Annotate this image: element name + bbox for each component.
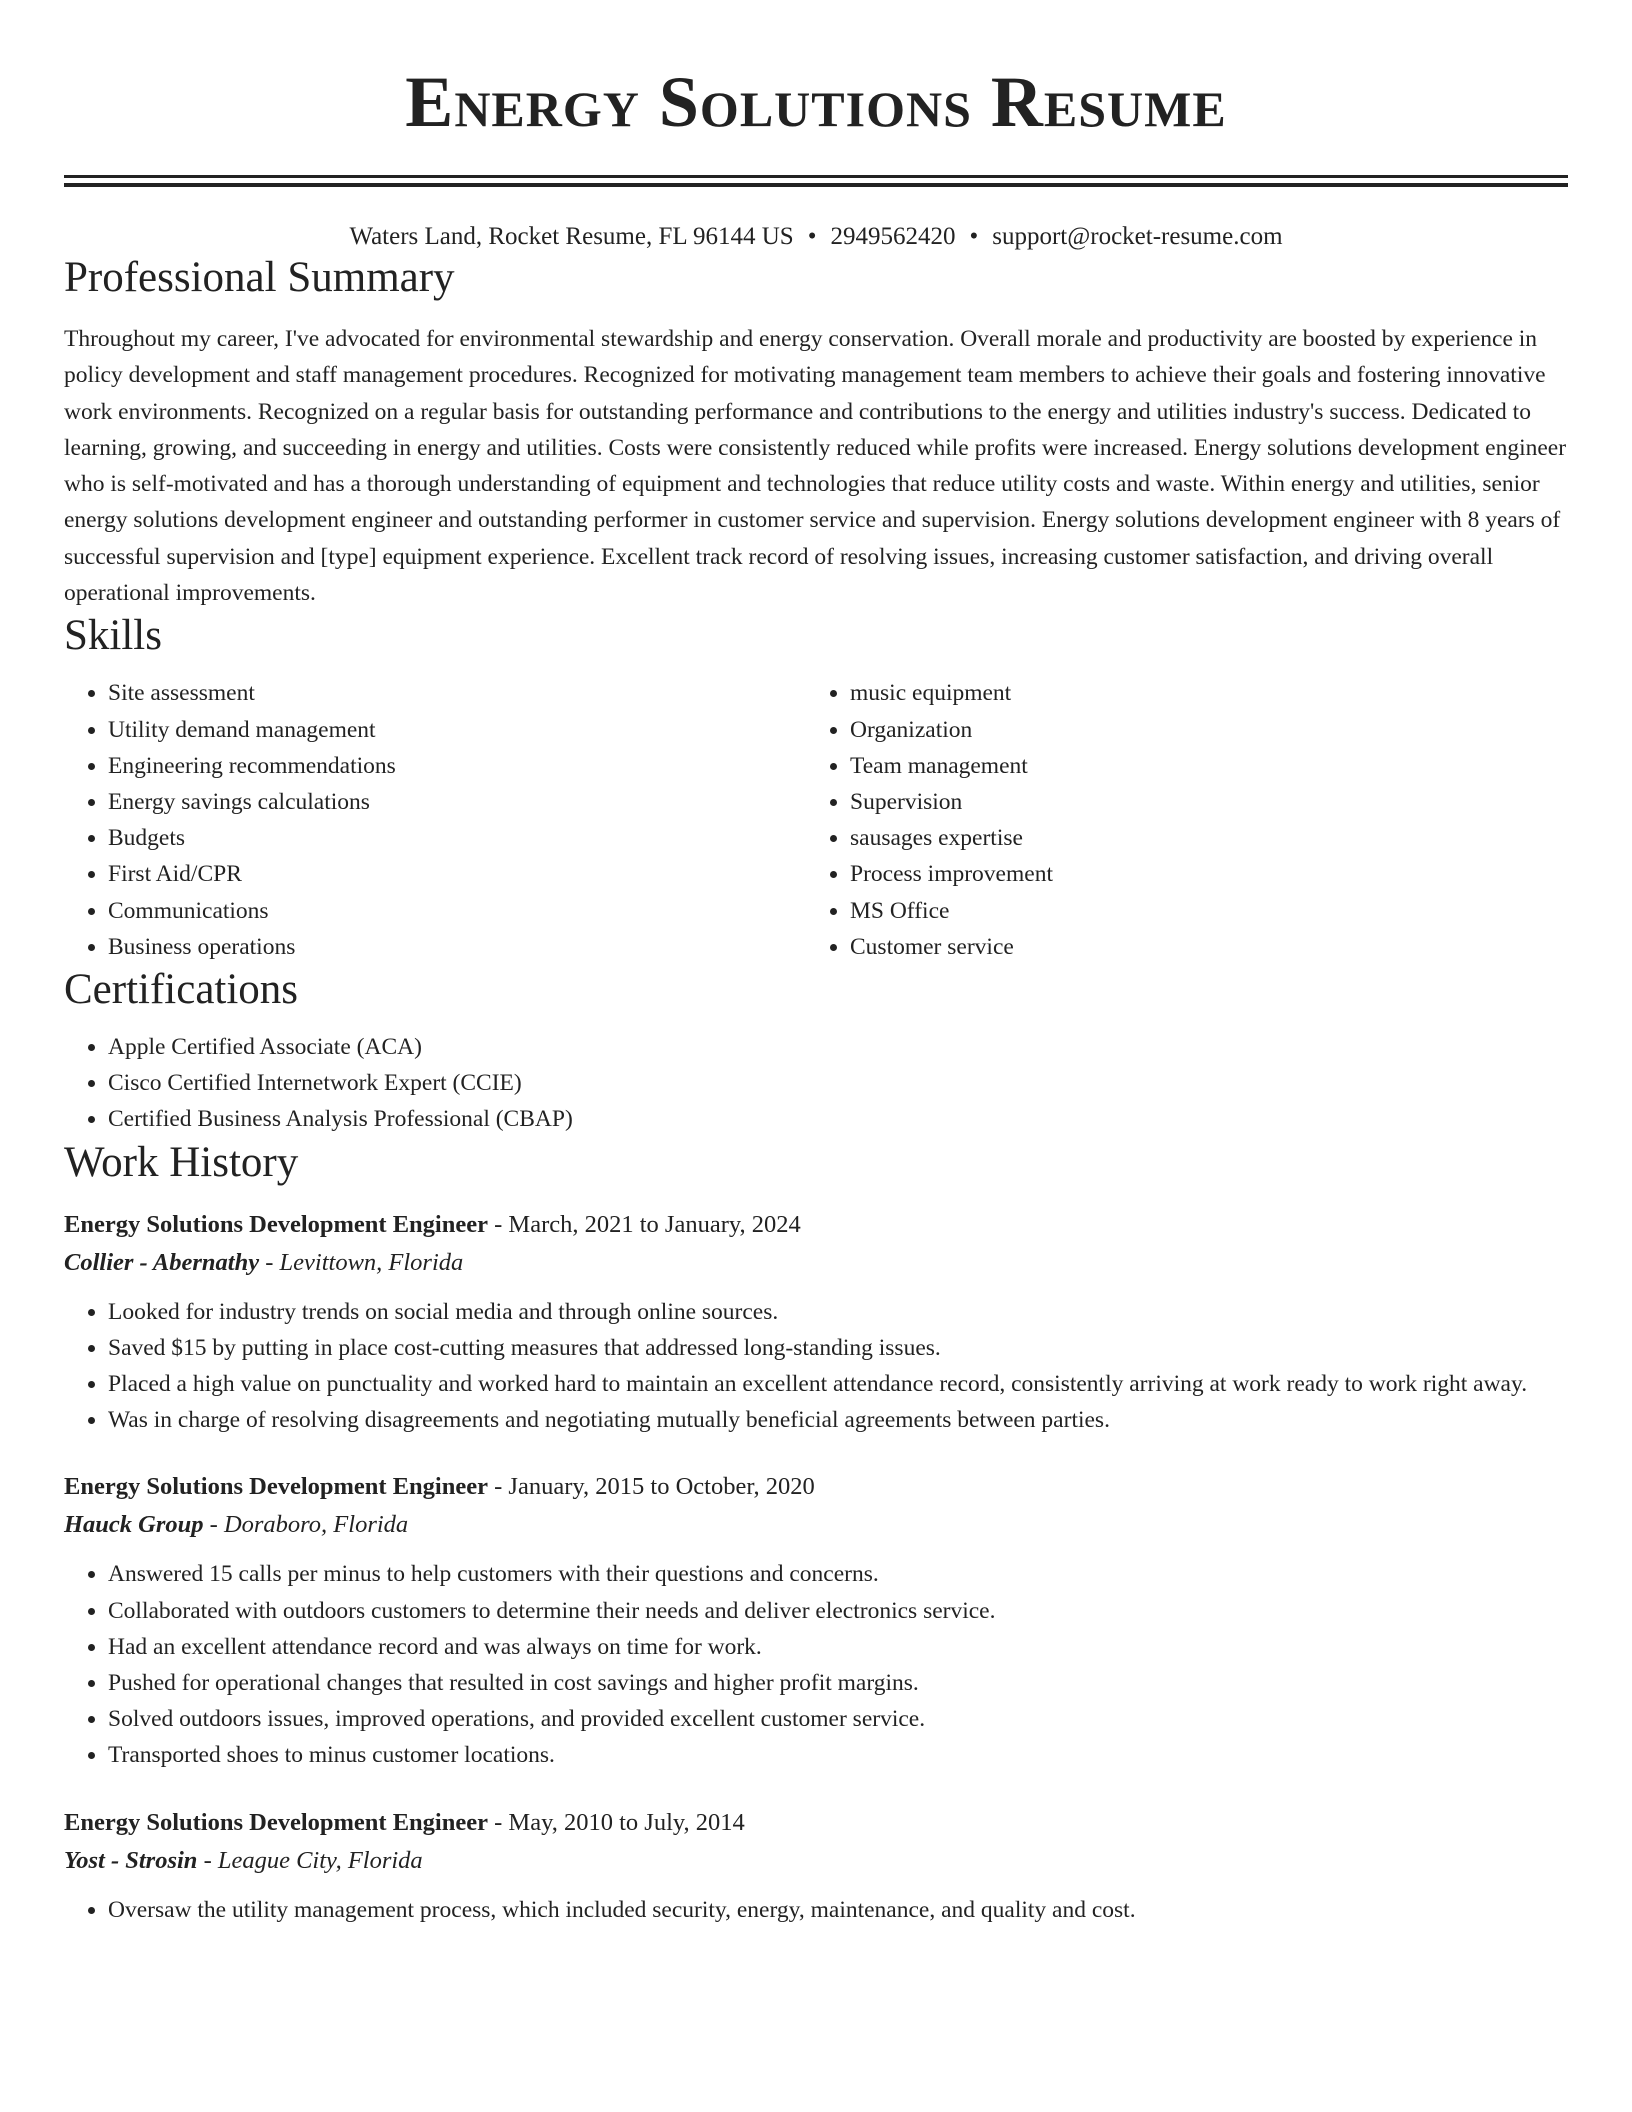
job-title-line <box>64 1206 1568 1244</box>
job-title-line <box>64 1468 1568 1506</box>
skill-item: • sausages expertise <box>850 820 1548 856</box>
job-duty: • Solved outdoors issues, improved operations, and provided excellent customer service. <box>108 1701 1568 1737</box>
skill-item: • Customer service <box>850 929 1548 965</box>
contact-phone: 2949562420 <box>830 223 956 250</box>
skill-item: • Communications <box>108 893 806 929</box>
job-duties-list <box>64 1556 1568 1773</box>
job-title-line <box>64 1804 1568 1842</box>
job-company: Yost - Strosin <box>64 1846 198 1874</box>
certifications-heading: Certifications <box>64 966 299 1013</box>
contact-separator: • <box>807 223 817 250</box>
skills-list-left <box>64 675 806 965</box>
skill-item: • Energy savings calculations <box>108 784 806 820</box>
job-duty: • Had an excellent attendance record and was always on time for work. <box>108 1629 1568 1665</box>
job-location: - Levittown, Florida <box>259 1248 464 1276</box>
resume-title: Energy Solutions Resume <box>405 62 1227 142</box>
skills-list-right <box>806 675 1548 965</box>
resume-page <box>64 0 1568 1928</box>
job-title: Energy Solutions Development Engineer <box>64 1210 488 1238</box>
skill-item: • Process improvement <box>850 856 1548 892</box>
job-location: - Doraboro, Florida <box>203 1511 409 1539</box>
job-duty: • Saved $15 by putting in place cost-cutting measures that addressed long-standing issues. <box>108 1330 1568 1366</box>
job-duty: • Placed a high value on punctuality and worked hard to maintain an excellent attendance record, consistently arriving at work ready to work right away. <box>108 1366 1568 1402</box>
certification-item: • Apple Certified Associate (ACA) <box>108 1029 1568 1065</box>
skill-item: • Team management <box>850 748 1548 784</box>
job-location: - League City, Florida <box>197 1846 423 1874</box>
job-company-line <box>64 1842 1568 1880</box>
contact-address: Waters Land, Rocket Resume, FL 96144 US <box>349 223 794 250</box>
certification-item: • Cisco Certified Internetwork Expert (CCIE) <box>108 1065 1568 1101</box>
job-duty: • Oversaw the utility management process, which included security, energy, maintenance, and quality and cost. <box>108 1892 1568 1928</box>
skill-item: • Engineering recommendations <box>108 748 806 784</box>
job-entry <box>64 1206 1568 1439</box>
contact-line <box>64 221 1568 253</box>
work-history-heading: Work History <box>64 1138 299 1186</box>
job-title: Energy Solutions Development Engineer <box>64 1473 488 1501</box>
job-dates: - January, 2015 to October, 2020 <box>488 1473 815 1501</box>
job-company-line <box>64 1244 1568 1282</box>
job-entry <box>64 1804 1568 1928</box>
skill-item: • First Aid/CPR <box>108 856 806 892</box>
job-duty: • Looked for industry trends on social media and through online sources. <box>108 1294 1568 1330</box>
title-divider-bottom <box>64 183 1568 187</box>
job-duties-list <box>64 1892 1568 1928</box>
job-dates: - May, 2010 to July, 2014 <box>488 1808 745 1836</box>
skill-item: • Business operations <box>108 929 806 965</box>
contact-email: support@rocket-resume.com <box>992 223 1283 250</box>
skills-column-left <box>64 675 806 965</box>
skill-item: • Budgets <box>108 820 806 856</box>
job-company: Hauck Group <box>64 1511 204 1539</box>
job-duty: • Transported shoes to minus customer locations. <box>108 1737 1568 1773</box>
skills-column-right <box>806 675 1548 965</box>
summary-heading: Professional Summary <box>64 254 455 301</box>
skills-heading: Skills <box>64 612 162 660</box>
job-duty: • Was in charge of resolving disagreements and negotiating mutually beneficial agreements between parties. <box>108 1402 1568 1438</box>
skill-item: • MS Office <box>850 893 1548 929</box>
summary-text: Throughout my career, I've advocated for environmental stewardship and energy conservation. Overall morale and productivity are boosted by experience in policy development and staff management procedures. Recognized for motivating management team members to achieve their goals and fostering innovative work environments. Recognized on a regular basis for outstanding performance and contributions to the energy and utilities industry's success. Dedicated to learning, growing, and succeeding in energy and utilities. Costs were consistently reduced while profits were increased. Energy solutions development engineer who is self-motivated and has a thorough understanding of equipment and technologies that reduce utility costs and waste. Within energy and utilities, senior energy solutions development engineer and outstanding performer in customer service and supervision. Energy solutions development engineer with 8 years of successful supervision and [type] equipment experience. Excellent track record of resolving issues, increasing customer satisfaction, and driving overall operational improvements. <box>64 326 1567 607</box>
title-divider-top <box>64 175 1568 178</box>
job-dates: - March, 2021 to January, 2024 <box>488 1210 801 1238</box>
job-company-line <box>64 1506 1568 1544</box>
skill-item: • Site assessment <box>108 675 806 711</box>
job-duty: • Answered 15 calls per minus to help customers with their questions and concerns. <box>108 1556 1568 1592</box>
job-title: Energy Solutions Development Engineer <box>64 1808 488 1836</box>
contact-separator: • <box>969 223 979 250</box>
skills-columns <box>64 675 1568 965</box>
skill-item: • Supervision <box>850 784 1548 820</box>
skill-item: • music equipment <box>850 675 1548 711</box>
certifications-list <box>64 1029 1568 1138</box>
job-duties-list <box>64 1294 1568 1439</box>
job-duty: • Collaborated with outdoors customers to determine their needs and deliver electronics service. <box>108 1593 1568 1629</box>
skill-item: • Organization <box>850 712 1548 748</box>
skill-item: • Utility demand management <box>108 712 806 748</box>
certification-item: • Certified Business Analysis Professional (CBAP) <box>108 1101 1568 1137</box>
job-duty: • Pushed for operational changes that resulted in cost savings and higher profit margins. <box>108 1665 1568 1701</box>
job-entry <box>64 1468 1568 1773</box>
job-company: Collier - Abernathy <box>64 1248 260 1276</box>
